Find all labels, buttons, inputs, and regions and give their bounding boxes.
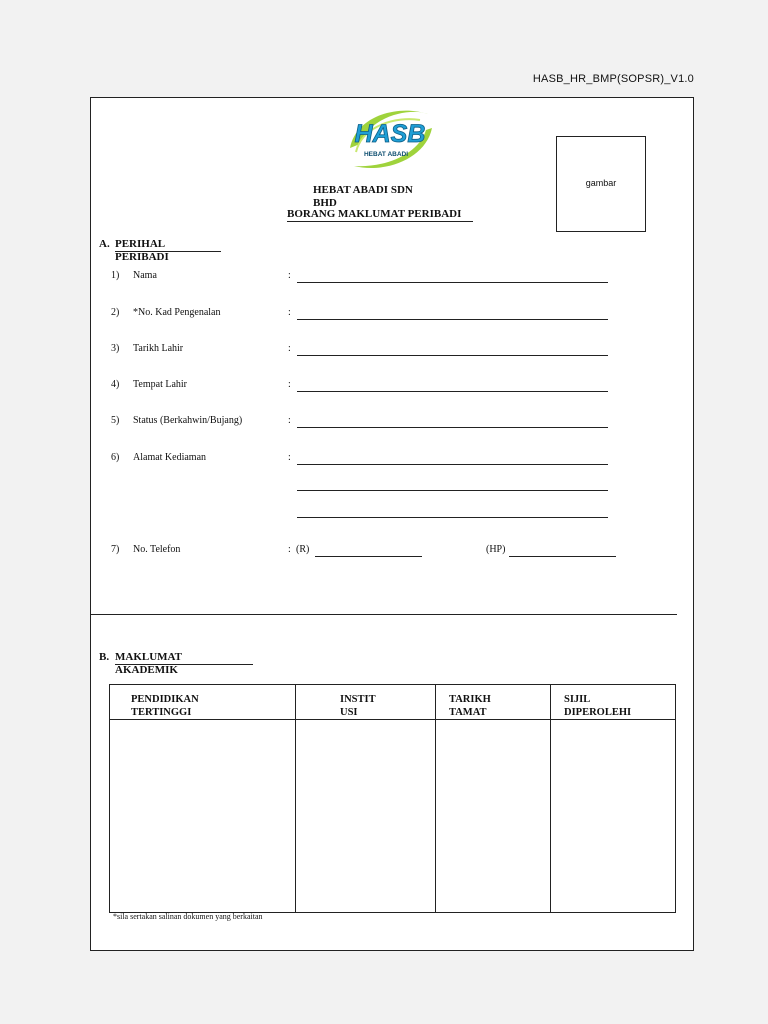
address-input-line-2[interactable] — [297, 490, 608, 491]
col-header-line1: INSTIT — [340, 694, 376, 705]
photo-label: gambar — [585, 178, 617, 188]
field-label: Tarikh Lahir — [133, 343, 184, 354]
document-note: *sila sertakan salinan dokumen yang berkaitan — [113, 912, 263, 921]
phone-mobile-label: (HP) — [486, 544, 506, 555]
field-number: 5) — [111, 415, 120, 426]
status-input-line[interactable] — [297, 427, 608, 428]
dob-input-line[interactable] — [297, 355, 608, 356]
col-header-line1: TARIKH — [449, 694, 491, 705]
field-alamat-kediaman — [91, 452, 695, 468]
field-number: 6) — [111, 452, 120, 463]
field-no-kad-pengenalan — [91, 307, 695, 323]
logo-subtext: HEBAT ABADI — [363, 151, 409, 158]
col-header-pendidikan — [131, 693, 199, 719]
field-number: 1) — [111, 270, 120, 281]
nama-input-line[interactable] — [297, 282, 608, 283]
cell-institusi[interactable] — [296, 720, 435, 912]
document-reference: HASB_HR_BMP(SOPSR)_V1.0 — [532, 73, 694, 85]
cell-sijil[interactable] — [551, 720, 675, 912]
section-divider — [91, 614, 677, 615]
section-b-heading — [99, 651, 269, 679]
field-label: Nama — [133, 270, 157, 281]
field-colon: : — [288, 544, 291, 555]
section-a-title-line1: PERIHAL — [115, 238, 221, 252]
phone-mobile-input-line[interactable] — [509, 556, 616, 557]
photo-placeholder — [556, 136, 646, 232]
section-a-title-line2: PERIBADI — [115, 251, 169, 263]
section-b-title-line1: MAKLUMAT — [115, 651, 253, 665]
ic-input-line[interactable] — [297, 319, 608, 320]
col-header-line1: PENDIDIKAN — [131, 694, 199, 705]
academic-table — [109, 684, 676, 913]
field-label: *No. Kad Pengenalan — [133, 307, 221, 318]
cell-pendidikan[interactable] — [110, 720, 295, 912]
form-title — [287, 208, 473, 222]
form-frame — [90, 97, 694, 951]
field-number: 7) — [111, 544, 120, 555]
company-name: HEBAT ABADI SDN BHD — [313, 184, 413, 209]
logo-text: HASB — [354, 120, 426, 148]
company-logo — [342, 104, 438, 176]
col-header-tarikh-tamat — [449, 693, 491, 719]
field-colon: : — [288, 452, 291, 463]
address-input-line-1[interactable] — [297, 464, 608, 465]
section-a-heading — [99, 238, 239, 266]
col-header-sijil — [564, 693, 631, 719]
field-nama — [91, 270, 695, 286]
col-header-line2: TAMAT — [449, 707, 487, 718]
col-header-institusi — [340, 693, 376, 719]
field-tempat-lahir — [91, 379, 695, 395]
field-number: 4) — [111, 379, 120, 390]
field-number: 3) — [111, 343, 120, 354]
field-label: Alamat Kediaman — [133, 452, 207, 463]
field-colon: : — [288, 307, 291, 318]
col-header-line2: DIPEROLEHI — [564, 707, 632, 718]
section-b-title-line2: AKADEMIK — [115, 664, 178, 676]
field-number: 2) — [111, 307, 120, 318]
field-status — [91, 415, 695, 431]
field-colon: : — [288, 415, 291, 426]
pob-input-line[interactable] — [297, 391, 608, 392]
cell-tarikh-tamat[interactable] — [436, 720, 550, 912]
field-no-telefon — [91, 544, 695, 560]
field-colon: : — [288, 379, 291, 390]
col-header-line2: USI — [340, 707, 358, 718]
col-header-line2: TERTINGGI — [131, 707, 192, 718]
field-label: No. Telefon — [133, 544, 181, 555]
phone-home-input-line[interactable] — [315, 556, 422, 557]
field-colon: : — [288, 343, 291, 354]
phone-home-label: (R) — [296, 544, 310, 555]
form-title-text: BORANG MAKLUMAT PERIBADI — [287, 208, 473, 222]
field-label: Status (Berkahwin/Bujang) — [133, 415, 243, 426]
field-label: Tempat Lahir — [133, 379, 187, 390]
field-colon: : — [288, 270, 291, 281]
section-b-letter: B. — [99, 651, 110, 663]
col-header-line1: SIJIL — [564, 694, 591, 705]
field-tarikh-lahir — [91, 343, 695, 359]
section-a-letter: A. — [99, 238, 110, 250]
address-input-line-3[interactable] — [297, 517, 608, 518]
